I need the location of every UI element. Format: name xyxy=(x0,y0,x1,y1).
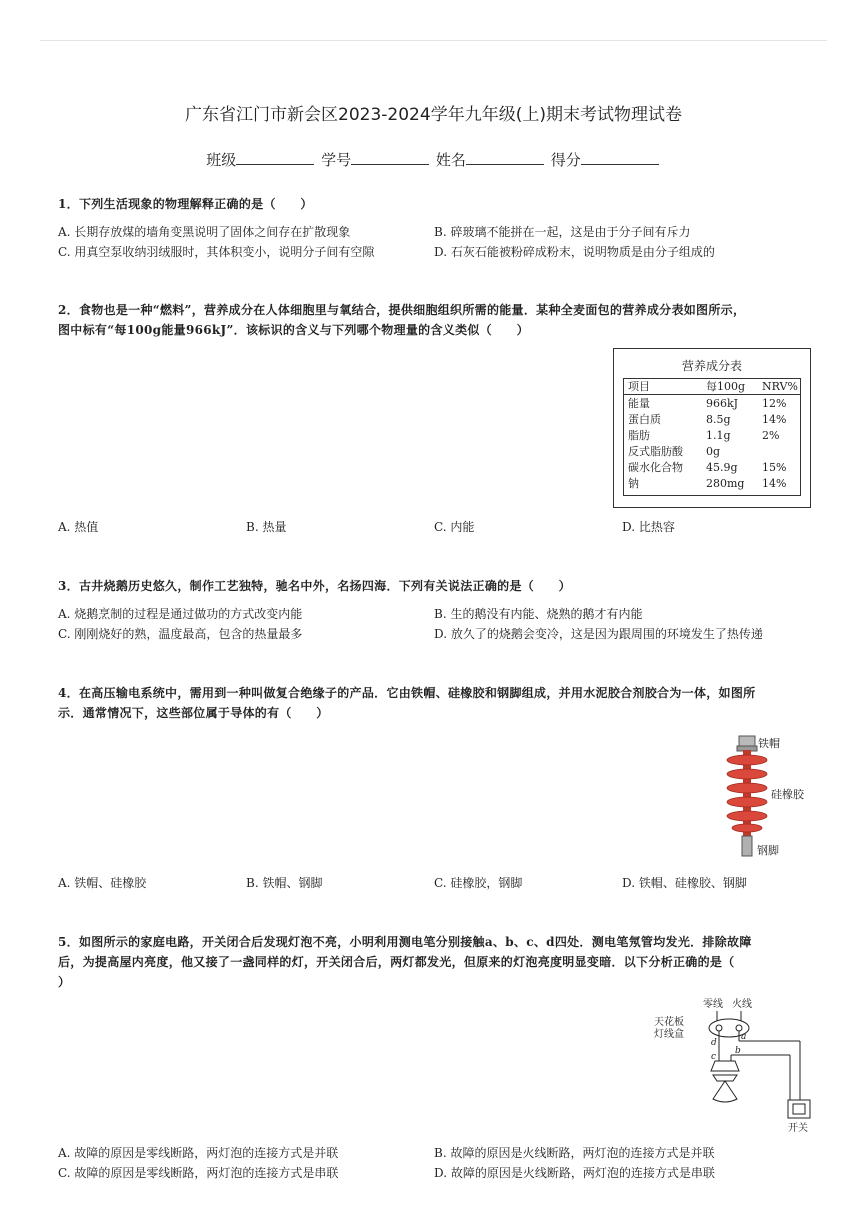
question-5-stem-line1: 5．如图所示的家庭电路，开关闭合后发现灯泡不亮，小明利用测电笔分别接触a、b、c、d四处．测电笔氖管均发光．排除故障 xyxy=(58,935,752,949)
nutrition-cell: 45.9g xyxy=(706,461,738,474)
question-3-option-d[interactable]: D. 放久了的烧鹅会变冷，这是因为跟周围的环境发生了热传递 xyxy=(434,627,763,641)
terminal-right-shape xyxy=(736,1025,742,1031)
circuit-figure xyxy=(645,995,820,1135)
top-divider xyxy=(40,40,827,41)
nutrition-header-divider xyxy=(624,394,800,395)
question-2-option-b[interactable]: B. 热量 xyxy=(246,520,287,534)
nutrition-cell: 15% xyxy=(762,461,787,474)
label-live-wire: 火线 xyxy=(732,999,752,1010)
question-1-option-c[interactable]: C. 用真空泵收纳羽绒服时，其体积变小，说明分子间有空隙 xyxy=(58,245,375,259)
nutrition-header-per100g: 每100g xyxy=(706,380,746,393)
question-4-option-c[interactable]: C. 硅橡胶，钢脚 xyxy=(434,876,523,890)
nutrition-cell: 1.1g xyxy=(706,429,731,442)
label-neutral-wire: 零线 xyxy=(703,999,723,1010)
label-iron-cap: 铁帽 xyxy=(758,737,780,750)
rubber-shed-shape xyxy=(727,769,767,779)
question-1-option-b[interactable]: B. 碎玻璃不能拼在一起，这是由于分子间有斥力 xyxy=(434,225,691,239)
nutrition-cell: 蛋白质 xyxy=(628,413,661,426)
nutrition-cell: 碳水化合物 xyxy=(628,461,683,474)
label-point-a: a xyxy=(741,1032,747,1042)
question-4-option-b[interactable]: B. 铁帽、钢脚 xyxy=(246,876,323,890)
nutrition-cell: 966kJ xyxy=(706,397,739,410)
info-class-label: 班级 xyxy=(206,151,237,169)
question-4-option-d[interactable]: D. 铁帽、硅橡胶、钢脚 xyxy=(622,876,747,890)
nutrition-cell: 14% xyxy=(762,413,787,426)
question-4-stem-line1: 4．在高压输电系统中，需用到一种叫做复合绝缘子的产品．它由铁帽、硅橡胶和钢脚组成，并用水泥胶合剂胶合为一体，如图所 xyxy=(58,686,756,700)
nutrition-cell: 12% xyxy=(762,397,787,410)
question-5-option-d[interactable]: D. 故障的原因是火线断路，两灯泡的连接方式是串联 xyxy=(434,1166,715,1180)
question-5-option-c[interactable]: C. 故障的原因是零线断路，两灯泡的连接方式是串联 xyxy=(58,1166,339,1180)
nutrition-cell: 钠 xyxy=(628,477,639,490)
question-3-option-a[interactable]: A. 烧鹅烹制的过程是通过做功的方式改变内能 xyxy=(58,607,303,621)
nutrition-cell: 能量 xyxy=(628,397,650,410)
question-5-option-a[interactable]: A. 故障的原因是零线断路，两灯泡的连接方式是并联 xyxy=(58,1146,339,1160)
question-2-stem-line2: 图中标有“每100g能量966kJ”．该标识的含义与下列哪个物理量的含义类似（ ） xyxy=(58,323,529,337)
question-4-stem-line2: 示．通常情况下，这些部位属于导体的有（ ） xyxy=(58,706,329,720)
label-steel-foot: 钢脚 xyxy=(757,844,779,857)
question-3-option-c[interactable]: C. 刚刚烧好的熟，温度最高，包含的热量最多 xyxy=(58,627,303,641)
question-1-option-a[interactable]: A. 长期存放煤的墙角变黑说明了固体之间存在扩散现象 xyxy=(58,225,351,239)
question-5-stem-line2: 后，为提高屋内亮度，他又接了一盏同样的灯，开关闭合后，两灯都发光，但原来的灯泡亮度明显变暗．以下分析正确的是（ xyxy=(58,955,735,969)
lamp-holder-shape xyxy=(711,1061,739,1071)
info-number-label: 学号 xyxy=(321,151,352,169)
lamp-bulb-shape xyxy=(713,1081,737,1102)
info-name-label: 姓名 xyxy=(435,151,466,169)
student-info-line xyxy=(0,149,867,170)
label-point-d: d xyxy=(711,1038,717,1048)
nutrition-facts-table xyxy=(613,348,811,508)
nutrition-cell: 280mg xyxy=(706,477,745,490)
info-class-blank[interactable] xyxy=(236,150,314,165)
question-3-option-b[interactable]: B. 生的鹅没有内能、烧熟的鹅才有内能 xyxy=(434,607,643,621)
question-2-stem-line1: 2．食物也是一种“燃料”，营养成分在人体细胞里与氧结合，提供细胞组织所需的能量．某种全麦面包的营养成分表如图所示， xyxy=(58,303,746,317)
label-silicone-rubber: 硅橡胶 xyxy=(771,788,804,801)
label-ceiling-box: 灯线盒 xyxy=(654,1029,684,1040)
info-score-label: 得分 xyxy=(550,151,581,169)
info-name-blank[interactable] xyxy=(466,150,544,165)
nutrition-table-inner xyxy=(623,378,801,496)
nutrition-cell: 14% xyxy=(762,477,787,490)
rubber-shed-shape xyxy=(727,811,767,821)
label-ceiling: 天花板 xyxy=(654,1017,684,1028)
question-1-stem: 1．下列生活现象的物理解释正确的是（ ） xyxy=(58,197,313,211)
label-point-c: c xyxy=(711,1052,717,1062)
question-2-option-c[interactable]: C. 内能 xyxy=(434,520,475,534)
rubber-shed-shape xyxy=(727,755,767,765)
exam-title: 广东省江门市新会区2023-2024学年九年级(上)期末考试物理试卷 xyxy=(185,105,682,125)
question-3-stem: 3．古井烧鹅历史悠久，制作工艺独特，驰名中外，名扬四海．下列有关说法正确的是（ ） xyxy=(58,579,571,593)
label-point-b: b xyxy=(735,1046,741,1056)
terminal-left-shape xyxy=(716,1025,722,1031)
switch-button-shape xyxy=(793,1104,805,1114)
nutrition-table-title: 营养成分表 xyxy=(681,359,742,373)
nutrition-cell: 8.5g xyxy=(706,413,731,426)
nutrition-cell: 2% xyxy=(762,429,780,442)
question-4-option-a[interactable]: A. 铁帽、硅橡胶 xyxy=(58,876,147,890)
question-2-option-a[interactable]: A. 热值 xyxy=(58,520,99,534)
question-5-stem-line3: ） xyxy=(58,975,71,989)
question-5-option-b[interactable]: B. 故障的原因是火线断路，两灯泡的连接方式是并联 xyxy=(434,1146,715,1160)
info-number-blank[interactable] xyxy=(351,150,429,165)
nutrition-header-nrv: NRV% xyxy=(762,380,798,393)
nutrition-cell: 反式脂肪酸 xyxy=(628,445,683,458)
nutrition-cell: 0g xyxy=(706,445,721,458)
steel-foot-shape xyxy=(742,836,752,856)
insulator-figure xyxy=(715,730,815,860)
rubber-shed-shape xyxy=(727,783,767,793)
question-2-option-d[interactable]: D. 比热容 xyxy=(622,520,675,534)
label-switch: 开关 xyxy=(788,1123,808,1134)
rubber-shed-shape xyxy=(732,824,762,832)
nutrition-header-item: 项目 xyxy=(628,380,650,393)
nutrition-cell: 脂肪 xyxy=(628,429,650,442)
question-1-option-d[interactable]: D. 石灰石能被粉碎成粉末，说明物质是由分子组成的 xyxy=(434,245,715,259)
rubber-shed-shape xyxy=(727,797,767,807)
info-score-blank[interactable] xyxy=(581,150,659,165)
